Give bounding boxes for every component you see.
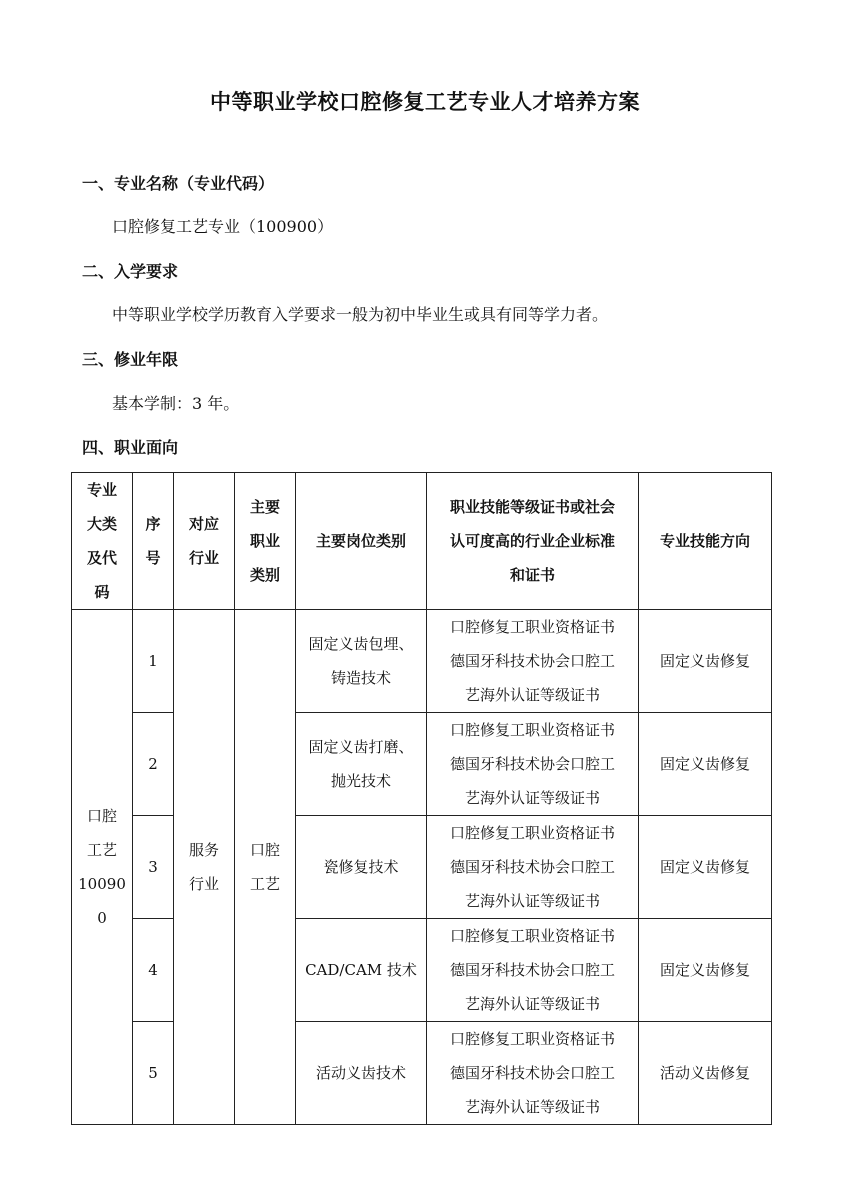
header-cert: 职业技能等级证书或社会 认可度高的行业企业标准 和证书: [427, 473, 639, 610]
row-direction: 固定义齿修复: [639, 919, 772, 1022]
row-post: 固定义齿包埋、 铸造技术: [296, 610, 427, 713]
row-direction: 固定义齿修复: [639, 713, 772, 816]
row-no: 5: [133, 1022, 174, 1125]
row-post: CAD/CAM 技术: [296, 919, 427, 1022]
header-category: 主要 职业 类别: [235, 473, 296, 610]
row-no: 1: [133, 610, 174, 713]
header-industry: 对应 行业: [174, 473, 235, 610]
row-no: 3: [133, 816, 174, 919]
header-post: 主要岗位类别: [296, 473, 427, 610]
section-1-body: 口腔修复工艺专业（100900）: [112, 217, 334, 236]
section-3-heading: 三、修业年限: [82, 350, 179, 369]
row-direction: 活动义齿修复: [639, 1022, 772, 1125]
row-post: 活动义齿技术: [296, 1022, 427, 1125]
table-row: [72, 610, 772, 713]
section-2-body: 中等职业学校学历教育入学要求一般为初中毕业生或具有同等学力者。: [112, 305, 609, 324]
merged-category-cell: 口腔 工艺: [235, 610, 296, 1125]
row-no: 2: [133, 713, 174, 816]
row-cert: 口腔修复工职业资格证书 德国牙科技术协会口腔工 艺海外认证等级证书: [427, 1022, 639, 1125]
section-1-heading: 一、专业名称（专业代码）: [82, 174, 275, 193]
row-no: 4: [133, 919, 174, 1022]
row-post: 瓷修复技术: [296, 816, 427, 919]
row-post: 固定义齿打磨、 抛光技术: [296, 713, 427, 816]
row-cert: 口腔修复工职业资格证书 德国牙科技术协会口腔工 艺海外认证等级证书: [427, 919, 639, 1022]
row-cert: 口腔修复工职业资格证书 德国牙科技术协会口腔工 艺海外认证等级证书: [427, 610, 639, 713]
row-direction: 固定义齿修复: [639, 816, 772, 919]
row-direction: 固定义齿修复: [639, 610, 772, 713]
merged-major-cell: 口腔 工艺 10090 0: [72, 610, 133, 1125]
career-table: [71, 472, 772, 1125]
table-header-row: [72, 473, 772, 610]
row-cert: 口腔修复工职业资格证书 德国牙科技术协会口腔工 艺海外认证等级证书: [427, 713, 639, 816]
section-2-heading: 二、入学要求: [82, 262, 179, 281]
document-title: 中等职业学校口腔修复工艺专业人才培养方案: [210, 89, 640, 114]
section-4-heading: 四、职业面向: [82, 438, 179, 457]
header-major: 专业 大类 及代 码: [72, 473, 133, 610]
merged-industry-cell: 服务 行业: [174, 610, 235, 1125]
section-3-body: 基本学制：3 年。: [112, 394, 240, 413]
header-direction: 专业技能方向: [639, 473, 772, 610]
header-no: 序 号: [133, 473, 174, 610]
row-cert: 口腔修复工职业资格证书 德国牙科技术协会口腔工 艺海外认证等级证书: [427, 816, 639, 919]
